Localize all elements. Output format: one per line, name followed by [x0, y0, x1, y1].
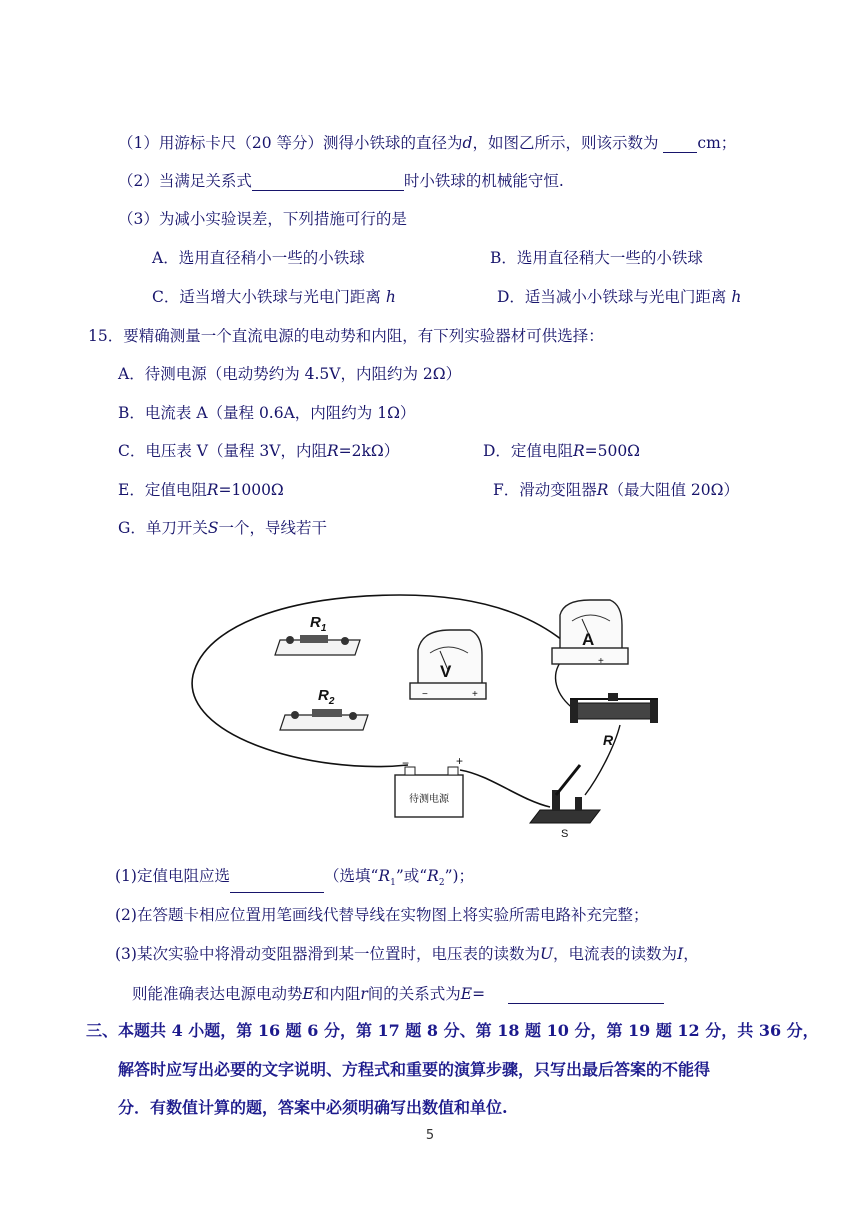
svg-text:+: + — [472, 689, 478, 700]
answer-blank[interactable] — [252, 174, 404, 191]
svg-text:+: + — [456, 754, 464, 768]
label-r1: $R_1$ — [310, 614, 327, 634]
power-source — [395, 767, 463, 817]
label-ammeter: A — [582, 630, 595, 649]
resistor-r2 — [280, 709, 368, 730]
resistor-r1 — [275, 635, 360, 655]
q14-option-d: D．适当减小小铁球与光电门距离 h — [497, 288, 742, 306]
q15-part3-cont: 则能准确表达电源电动势E和内阻r间的关系式为E= — [132, 984, 664, 1004]
label-switch: S — [561, 828, 569, 840]
label-r2: $R_2$ — [318, 687, 335, 707]
q14-option-c: C．适当增大小铁球与光电门距离 h — [152, 288, 396, 306]
section3-line1: 三、本题共 4 小题，第 16 题 6 分，第 17 题 8 分、第 18 题 10 分，第 19 题 12 分，共 36 分， — [86, 1021, 819, 1040]
circuit-figure — [190, 585, 660, 840]
answer-blank[interactable] — [508, 987, 664, 1004]
q15-part2: (2)在答题卡相应位置用笔画线代替导线在实物图上将实验所需电路补充完整； — [115, 906, 649, 924]
q15-item-f: F．滑动变阻器R（最大阻值 20Ω） — [493, 481, 739, 499]
q15-part3: (3)某次实验中将滑动变阻器滑到某一位置时，电压表的读数为U，电流表的读数为I， — [115, 945, 699, 963]
q14-option-a: A．选用直径稍小一些的小铁球 — [152, 249, 365, 267]
page-number: 5 — [425, 1128, 435, 1143]
svg-text:−: − — [402, 756, 410, 770]
section3-line3: 分．有数值计算的题，答案中必须明确写出数值和单位. — [118, 1098, 508, 1117]
q14-part2: （2）当满足关系式 时小铁球的机械能守恒. — [118, 172, 564, 190]
label-source: 待测电源 — [409, 794, 449, 805]
q15-item-c: C．电压表 V（量程 3V，内阻R=2kΩ） — [118, 442, 400, 460]
label-rheostat: R — [603, 732, 614, 748]
answer-blank[interactable] — [230, 876, 324, 893]
q15-part1: (1)定值电阻应选 （选填“$R_1$”或“$R_2$”)； — [115, 866, 474, 893]
q14-option-b: B．选用直径稍大一些的小铁球 — [490, 249, 703, 267]
wire-loop — [192, 595, 562, 767]
switch — [530, 765, 600, 823]
q15-item-d: D．定值电阻R=500Ω — [483, 442, 641, 460]
q15-item-a: A．待测电源（电动势约为 4.5V，内阻约为 2Ω） — [118, 365, 462, 383]
q15-item-g: G．单刀开关S一个，导线若干 — [118, 519, 328, 537]
q15-stem: 15．要精确测量一个直流电源的电动势和内阻，有下列实验器材可供选择： — [88, 327, 604, 345]
svg-text:−: − — [422, 689, 428, 700]
wire-source-switch — [460, 770, 550, 807]
q15-item-e: E．定值电阻R=1000Ω — [118, 481, 284, 499]
answer-blank[interactable] — [663, 136, 697, 153]
svg-text:+: + — [598, 656, 604, 667]
q14-part3: （3）为减小实验误差，下列措施可行的是 — [118, 210, 407, 228]
rheostat — [570, 693, 658, 723]
label-voltmeter: V — [440, 662, 452, 681]
q15-item-b: B．电流表 A（量程 0.6A，内阻约为 1Ω） — [118, 404, 416, 422]
section3-line2: 解答时应写出必要的文字说明、方程式和重要的演算步骤，只写出最后答案的不能得 — [118, 1060, 711, 1079]
q14-part1: （1）用游标卡尺（20 等分）测得小铁球的直径为d，如图乙所示，则该示数为 cm； — [118, 134, 737, 152]
